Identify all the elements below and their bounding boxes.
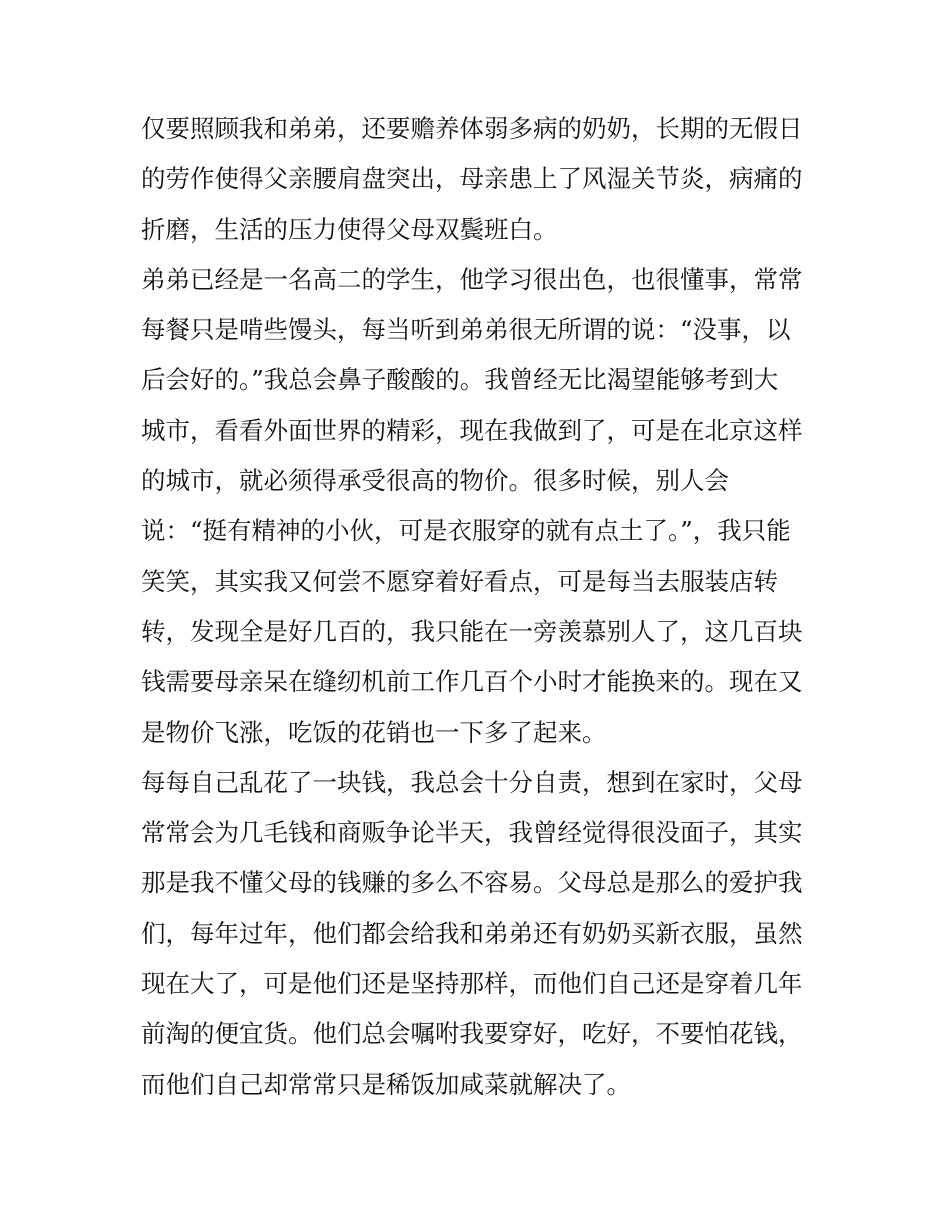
text-line: 每餐只是啃些馒头，每当听到弟弟很无所谓的说：“没事，以	[141, 315, 791, 345]
text-line: 前淘的便宜货。他们总会嘱咐我要穿好，吃好，不要怕花钱，	[141, 1019, 803, 1049]
text-line: 仅要照顾我和弟弟，还要赡养体弱多病的奶奶，长期的无假日	[141, 114, 803, 143]
text-line: 说：“挺有精神的小伙，可是衣服穿的就有点土了。”，我只能	[141, 516, 791, 546]
text-line: 弟弟已经是一名高二的学生，他学习很出色，也很懂事，常常	[141, 264, 803, 294]
body-text	[141, 104, 821, 1110]
text-line: 现在大了，可是他们还是坚持那样，而他们自己还是穿着几年	[141, 969, 803, 999]
text-line: 的劳作使得父亲腰肩盘突出，母亲患上了风湿关节炎，病痛的	[141, 164, 803, 194]
text-line: 而他们自己却常常只是稀饭加咸菜就解决了。	[141, 1069, 631, 1099]
text-line: 那是我不懂父母的钱赚的多么不容易。父母总是那么的爱护我	[141, 868, 803, 898]
text-line: 后会好的。”我总会鼻子酸酸的。我曾经无比渴望能够考到大	[141, 365, 779, 395]
text-line: 笑笑，其实我又何尝不愿穿着好看点，可是每当去服装店转	[141, 566, 778, 596]
text-line: 每每自己乱花了一块钱，我总会十分自责，想到在家时，父母	[141, 767, 803, 797]
text-line: 转，发现全是好几百的，我只能在一旁羡慕别人了，这几百块	[141, 616, 803, 646]
text-line: 的城市，就必须得承受很高的物价。很多时候，别人会	[141, 466, 729, 496]
text-line: 钱需要母亲呆在缝纫机前工作几百个小时才能换来的。现在又	[141, 667, 803, 697]
text-line: 是物价飞涨，吃饭的花销也一下多了起来。	[141, 717, 607, 747]
text-line: 折磨，生活的压力使得父母双鬓班白。	[141, 214, 558, 244]
text-line: 们，每年过年，他们都会给我和弟弟还有奶奶买新衣服，虽然	[141, 918, 803, 948]
text-line: 城市，看看外面世界的精彩，现在我做到了，可是在北京这样	[141, 415, 803, 445]
text-line: 常常会为几毛钱和商贩争论半天，我曾经觉得很没面子，其实	[141, 818, 803, 848]
